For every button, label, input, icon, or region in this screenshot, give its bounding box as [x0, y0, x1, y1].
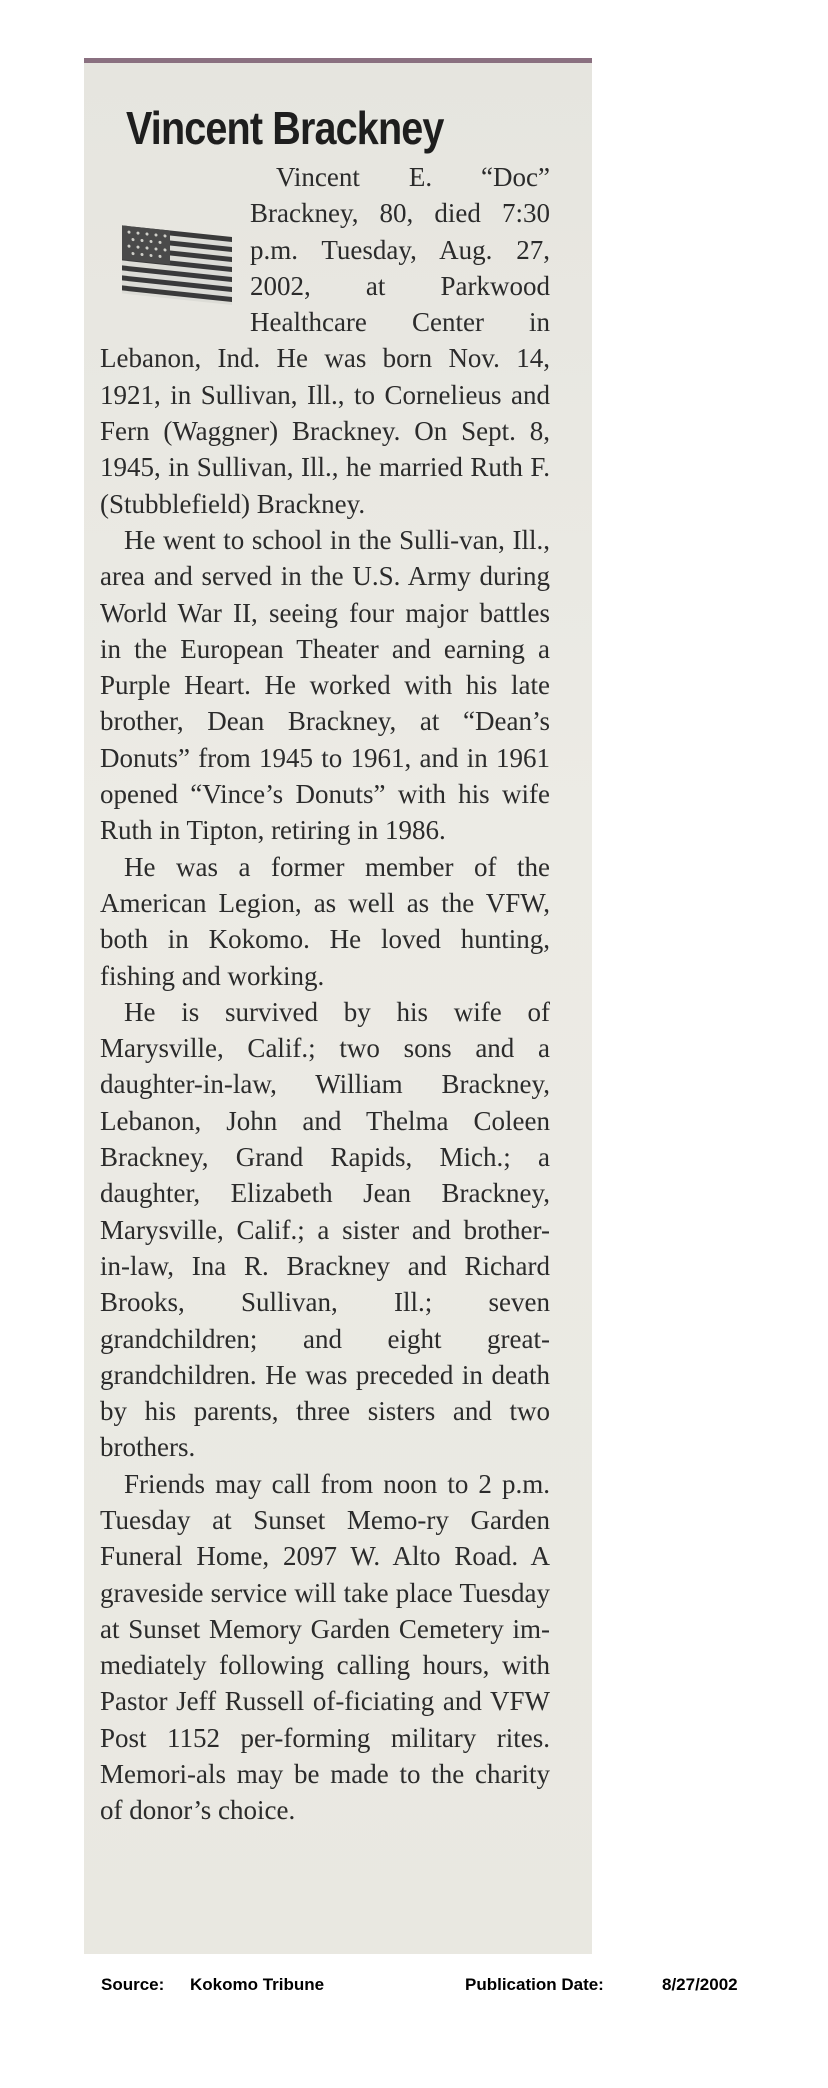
source-value: Kokomo Tribune — [190, 1975, 325, 1994]
obituary-body — [100, 159, 550, 1829]
publication-date-label: Publication Date: — [465, 1975, 604, 1994]
obituary-paragraph: He is survived by his wife of Marysville, Calif.; two sons and a daughter-in-law, William Brackney, Lebanon, John and Thelma Coleen Brackney, Grand Rapids, Mich.; a daughter, Elizabeth Jean Brackney, Marysville, Calif.; a sister and brother-in-law, Ina R. Brackney and Richard Brooks, Sullivan, Ill.; seven grandchildren; and eight great-grandchildren. He was preceded in death by his parents, three sisters and two brothers. — [100, 996, 550, 1463]
obituary-paragraph: Vincent E. “Doc” Brackney, 80, died 7:30 p.m. Tuesday, Aug. 27, 2002, at Parkwood Healthcare Center in Lebanon, Ind. He was born Nov. 14, 1921, in Sullivan, Ill., to Cornelieus and Fern (Waggner) Brackney. On Sept. 8, 1945, in Sullivan, Ill., he married Ruth F. (Stubblefield) Brackney. — [100, 162, 550, 519]
obituary-headline: Vincent Brackney — [126, 102, 444, 154]
american-flag-icon — [118, 223, 236, 309]
obituary-paragraph: Friends may call from noon to 2 p.m. Tuesday at Sunset Memo-ry Garden Funeral Home, 2097 W. Alto Road. A graveside service will take place Tuesday at Sunset Memory Garden Cemetery im-mediately following calling hours, with Pastor Jeff Russell of-ficiating and VFW Post 1152 per-forming military rites. Memori-als may be made to the charity of donor’s choice. — [100, 1468, 550, 1826]
publication-date-value: 8/27/2002 — [662, 1975, 738, 1994]
obituary-paragraph: He was a former member of the American Legion, as well as the VFW, both in Kokomo. He loved hunting, fishing and working. — [100, 851, 550, 991]
newspaper-clipping — [84, 58, 592, 1954]
obituary-paragraph: He went to school in the Sulli-van, Ill., area and served in the U.S. Army during World War II, seeing four major battles in the European Theater and earning a Purple Heart. He worked with his late brother, Dean Brackney, at “Dean’s Donuts” from 1945 to 1961, and in 1961 opened “Vince’s Donuts” with his wife Ruth in Tipton, retiring in 1986. — [100, 524, 550, 846]
source-label: Source: — [101, 1975, 165, 1994]
